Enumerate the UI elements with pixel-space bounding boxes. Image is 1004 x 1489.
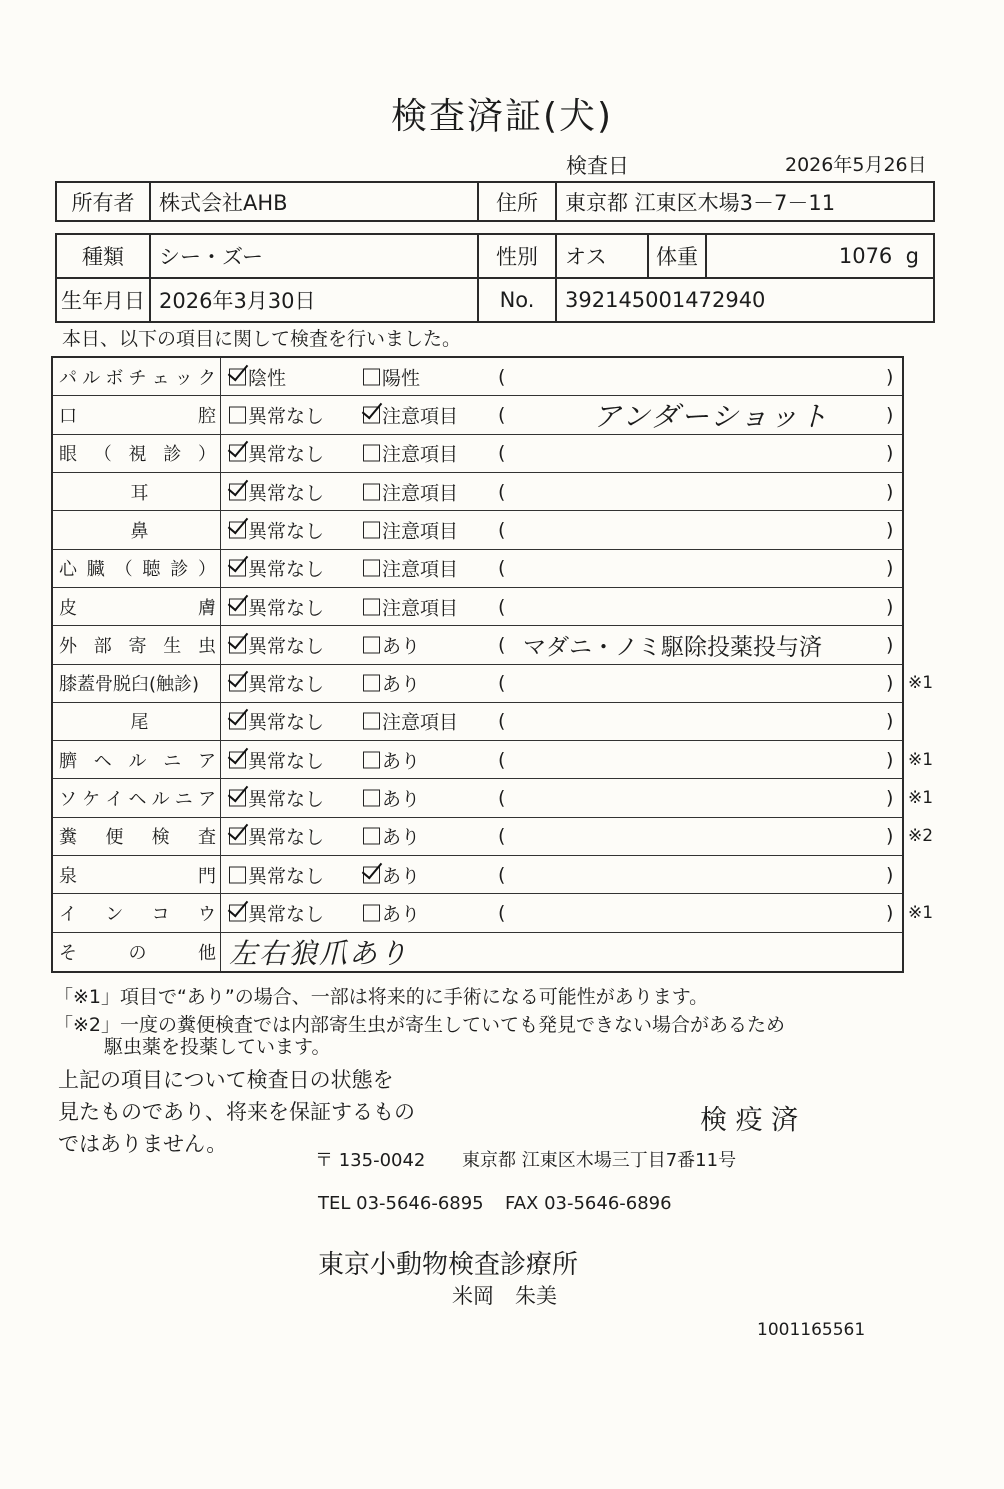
check-option[interactable] [229, 363, 286, 390]
check-option[interactable] [229, 631, 324, 658]
checked-box-icon[interactable] [229, 828, 246, 845]
footnote-mark: ※1 [908, 788, 934, 809]
check-option[interactable] [363, 746, 420, 773]
checked-box-icon[interactable] [229, 713, 246, 730]
document-number: 1001165561 [757, 1320, 866, 1340]
check-option[interactable] [363, 401, 458, 428]
option-label: 異常なし [248, 673, 325, 696]
checked-box-icon[interactable] [229, 598, 246, 615]
disclaimer-line: ではありません。 [58, 1132, 228, 1156]
check-row [53, 626, 902, 664]
checkbox-icon[interactable] [363, 368, 380, 385]
option-label: あり [382, 903, 421, 926]
checked-box-icon[interactable] [229, 483, 246, 500]
checkbox-icon[interactable] [363, 445, 380, 462]
animal-table [55, 233, 935, 323]
option-label: あり [382, 788, 421, 811]
checkbox-icon[interactable] [229, 866, 246, 883]
check-label: 臍 ヘ ル ニ ア [53, 741, 221, 778]
paren-open: ( [498, 748, 506, 771]
paren-open: ( [498, 710, 506, 733]
check-option[interactable] [229, 746, 324, 773]
option-label: 異常なし [248, 711, 325, 734]
clinic-tel: TEL 03-5646-6895 [318, 1193, 484, 1214]
option-label: 異常なし [248, 788, 325, 811]
checked-box-icon[interactable] [229, 751, 246, 768]
paren-open: ( [498, 672, 506, 695]
checked-box-icon[interactable] [229, 560, 246, 577]
checked-box-icon[interactable] [229, 790, 246, 807]
checkbox-icon[interactable] [363, 713, 380, 730]
option-label: 注意項目 [382, 711, 459, 734]
paren-close: ) [886, 787, 894, 810]
check-row [53, 396, 902, 434]
check-option[interactable] [229, 555, 324, 582]
check-option[interactable] [363, 631, 420, 658]
breed-label: 種類 [56, 234, 150, 278]
owner-table [55, 181, 935, 222]
checkbox-icon[interactable] [363, 790, 380, 807]
disclaimer-line: 上記の項目について検査日の状態を [58, 1068, 394, 1092]
footnote-mark: ※1 [908, 903, 934, 924]
check-option[interactable] [229, 516, 324, 543]
checked-box-icon[interactable] [229, 445, 246, 462]
paren-open: ( [498, 633, 506, 656]
check-option[interactable] [363, 823, 420, 850]
option-label: 陰性 [248, 367, 287, 390]
check-option[interactable] [363, 363, 420, 390]
check-label: 外 部 寄 生 虫 [53, 626, 221, 663]
option-label: あり [382, 635, 421, 658]
check-option[interactable] [363, 708, 458, 735]
paren-open: ( [498, 595, 506, 618]
option-label: あり [382, 826, 421, 849]
check-option[interactable] [363, 593, 458, 620]
other-value: 左右狼爪あり [229, 936, 410, 970]
weight-value: 1076 [838, 244, 893, 268]
dob-label: 生年月日 [56, 278, 150, 322]
paren-open: ( [498, 480, 506, 503]
owner-label: 所有者 [56, 182, 150, 221]
dob-value: 2026年3月30日 [150, 278, 478, 322]
check-row [53, 818, 934, 856]
check-option[interactable] [363, 555, 458, 582]
check-row [53, 511, 902, 549]
option-label: 注意項目 [382, 597, 459, 620]
check-note: アンダーショット [593, 399, 830, 433]
clinic-fax: FAX 03-5646-6896 [505, 1193, 672, 1214]
check-option[interactable] [229, 823, 324, 850]
paren-close: ) [886, 863, 894, 886]
sex-value: オス [556, 234, 648, 278]
weight-label: 体重 [648, 234, 706, 278]
checked-box-icon[interactable] [363, 866, 380, 883]
option-label: 異常なし [248, 558, 325, 581]
weight-cell [706, 234, 934, 278]
checkbox-icon[interactable] [229, 406, 246, 423]
check-label: 泉 門 [53, 856, 221, 893]
inspection-stamp: 検 疫 済 [700, 1105, 799, 1136]
check-row [53, 358, 902, 396]
option-label: 異常なし [248, 597, 325, 620]
check-row [53, 894, 934, 932]
option-label: 異常なし [248, 520, 325, 543]
paren-close: ) [886, 480, 894, 503]
check-option[interactable] [229, 593, 324, 620]
paren-close: ) [886, 825, 894, 848]
footnote-3: 駆虫薬を投薬しています。 [104, 1036, 331, 1058]
paren-close: ) [886, 902, 894, 925]
option-label: 異常なし [248, 750, 325, 773]
paren-open: ( [498, 863, 506, 886]
checklist [51, 356, 934, 973]
owner-value: 株式会社AHB [150, 182, 478, 221]
check-label: 尾 [53, 703, 221, 740]
option-label: 異常なし [248, 405, 325, 428]
check-label: 糞 便 検 査 [53, 818, 221, 855]
checked-box-icon[interactable] [229, 675, 246, 692]
check-row [53, 703, 902, 741]
checked-box-icon[interactable] [229, 368, 246, 385]
paren-close: ) [886, 710, 894, 733]
check-option[interactable] [363, 516, 458, 543]
option-label: あり [382, 673, 421, 696]
checkbox-icon[interactable] [363, 828, 380, 845]
check-row [53, 856, 902, 894]
option-label: 異常なし [248, 635, 325, 658]
paren-open: ( [498, 365, 506, 388]
option-label: 注意項目 [382, 520, 459, 543]
other-label: そ の 他 [53, 933, 221, 971]
check-option[interactable] [229, 785, 324, 812]
checkbox-icon[interactable] [363, 521, 380, 538]
checkbox-icon[interactable] [363, 483, 380, 500]
paren-open: ( [498, 403, 506, 426]
option-label: 注意項目 [382, 558, 459, 581]
checked-box-icon[interactable] [229, 905, 246, 922]
option-label: 異常なし [248, 443, 325, 466]
check-row [53, 435, 902, 473]
option-label: 異常なし [248, 865, 325, 888]
intro-text: 本日、以下の項目に関して検査を行いました。 [62, 328, 462, 350]
check-label: 皮 膚 [53, 588, 221, 625]
paren-close: ) [886, 365, 894, 388]
paren-close: ) [886, 442, 894, 465]
breed-value: シー・ズー [150, 234, 478, 278]
checkbox-icon[interactable] [363, 598, 380, 615]
footnote-mark: ※1 [908, 749, 934, 770]
checkbox-icon[interactable] [363, 636, 380, 653]
option-label: 異常なし [248, 482, 325, 505]
check-option[interactable] [363, 785, 420, 812]
clinic-person: 米岡 朱美 [452, 1284, 557, 1308]
check-label: 膝蓋骨脱臼(触診) [53, 665, 221, 702]
paren-close: ) [886, 518, 894, 541]
address-label: 住所 [478, 182, 556, 221]
checkbox-icon[interactable] [363, 560, 380, 577]
paren-open: ( [498, 902, 506, 925]
clinic-address: 東京都 江東区木場三丁目7番11号 [462, 1150, 737, 1171]
paren-close: ) [886, 672, 894, 695]
footnote-2: 「※2」一度の糞便検査では内部寄生虫が寄生していても発見できない場合があるため [54, 1014, 786, 1036]
number-value: 392145001472940 [556, 278, 934, 322]
footnote-mark: ※2 [908, 826, 934, 847]
option-label: 異常なし [248, 903, 325, 926]
option-label: 異常なし [248, 826, 325, 849]
check-option[interactable] [363, 440, 458, 467]
check-row [53, 779, 934, 817]
check-label: 心 臓 （ 聴 診 ） [53, 550, 221, 587]
check-option[interactable] [229, 900, 324, 927]
number-label: No. [478, 278, 556, 322]
footnote-1: 「※1」項目で“あり”の場合、一部は将来的に手術になる可能性があります。 [54, 986, 709, 1008]
check-row [53, 741, 934, 779]
check-row [53, 665, 934, 703]
check-label: 鼻 [53, 511, 221, 548]
paren-close: ) [886, 557, 894, 580]
paren-close: ) [886, 595, 894, 618]
footnote-mark: ※1 [908, 673, 934, 694]
paren-close: ) [886, 633, 894, 656]
check-label: 眼 （ 視 診 ） [53, 435, 221, 472]
check-option[interactable] [363, 670, 420, 697]
disclaimer-line: 見たものであり、将来を保証するもの [58, 1100, 415, 1124]
paren-open: ( [498, 787, 506, 810]
other-row [53, 933, 902, 971]
option-label: あり [382, 865, 421, 888]
paren-open: ( [498, 442, 506, 465]
check-option[interactable] [363, 900, 420, 927]
page-title: 検査済証(犬) [390, 96, 614, 137]
sex-label: 性別 [478, 234, 556, 278]
paren-open: ( [498, 825, 506, 848]
check-option[interactable] [363, 861, 420, 888]
check-option[interactable] [229, 401, 324, 428]
option-label: 注意項目 [382, 482, 459, 505]
option-label: あり [382, 750, 421, 773]
checked-box-icon[interactable] [363, 406, 380, 423]
exam-date-label: 検査日 [566, 154, 629, 178]
paren-open: ( [498, 518, 506, 541]
check-option[interactable] [229, 670, 324, 697]
weight-unit: g [905, 244, 919, 268]
check-option[interactable] [229, 440, 324, 467]
clinic-name: 東京小動物検査診療所 [318, 1250, 579, 1280]
check-option[interactable] [229, 861, 324, 888]
checkbox-icon[interactable] [363, 905, 380, 922]
address-value: 東京都 江東区木場3－7－11 [556, 182, 934, 221]
option-label: 注意項目 [382, 405, 459, 428]
checkbox-icon[interactable] [363, 675, 380, 692]
check-row [53, 550, 902, 588]
check-label: 口 腔 [53, 396, 221, 433]
check-row [53, 588, 902, 626]
clinic-postal: 〒 135-0042 [315, 1150, 426, 1171]
check-label: パ ル ボ チ ェ ッ ク [53, 358, 221, 395]
exam-date-value: 2026年5月26日 [785, 154, 927, 176]
checked-box-icon[interactable] [229, 636, 246, 653]
check-label: 耳 [53, 473, 221, 510]
check-option[interactable] [229, 478, 324, 505]
paren-open: ( [498, 557, 506, 580]
option-label: 陽性 [382, 367, 421, 390]
paren-close: ) [886, 748, 894, 771]
check-label: ソ ケ イ ヘ ル ニ ア [53, 779, 221, 816]
check-row [53, 473, 902, 511]
check-note: マダニ・ノミ駆除投薬投与済 [523, 634, 822, 661]
check-option[interactable] [363, 478, 458, 505]
check-label: イ ン コ ウ [53, 894, 221, 931]
checkbox-icon[interactable] [363, 751, 380, 768]
option-label: 注意項目 [382, 443, 459, 466]
checked-box-icon[interactable] [229, 521, 246, 538]
check-option[interactable] [229, 708, 324, 735]
paren-close: ) [886, 403, 894, 426]
